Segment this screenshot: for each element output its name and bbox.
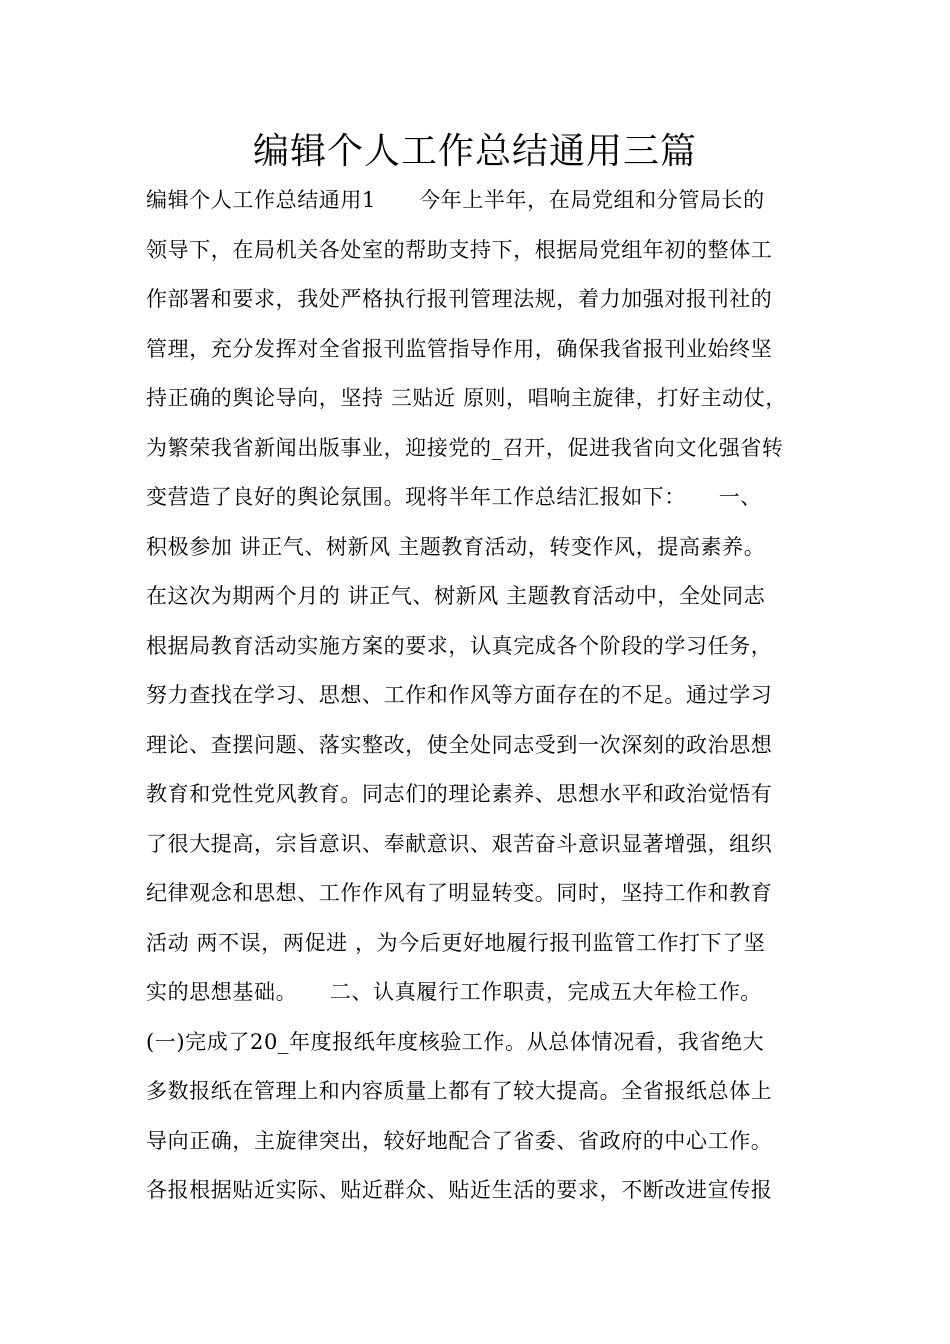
body-line: 积极参加 讲正气、树新风 主题教育活动，转变作风，提高素养。 <box>146 534 766 559</box>
body-line: 在这次为期两个月的 讲正气、树新风 主题教育活动中，全处同志 <box>146 584 766 608</box>
body-line: 变营造了良好的舆论氛围。现将半年工作总结汇报如下： 一、 <box>146 485 762 509</box>
body-line: 为繁荣我省新闻出版事业，迎接党的_召开，促进我省向文化强省转 <box>146 435 784 460</box>
body-line: 实的思想基础。 二、认真履行工作职责，完成五大年检工作。 <box>146 980 762 1004</box>
body-line: 编辑个人工作总结通用1 今年上半年，在局党组和分管局长的 <box>146 188 765 212</box>
body-line: 活动 两不误，两促进 ，为今后更好地履行报刊监管工作打下了坚 <box>146 930 766 955</box>
body-line: 纪律观念和思想、工作作风有了明显转变。同时，坚持工作和教育 <box>146 881 773 905</box>
body-line: 作部署和要求，我处严格执行报刊管理法规，着力加强对报刊社的 <box>146 287 773 311</box>
body-line: 导向正确，主旋律突出，较好地配合了省委、省政府的中心工作。 <box>146 1128 773 1153</box>
body-line: 根据局教育活动实施方案的要求，认真完成各个阶段的学习任务， <box>146 633 773 658</box>
body-line: 各报根据贴近实际、贴近群众、贴近生活的要求，不断改进宣传报 <box>146 1178 773 1202</box>
body-line: 领导下，在局机关各处室的帮助支持下，根据局党组年初的整体工 <box>146 237 773 262</box>
body-line: 教育和党性党风教育。同志们的理论素养、思想水平和政治觉悟有 <box>146 782 773 806</box>
document-title: 编辑个人工作总结通用三篇 <box>252 131 697 172</box>
body-line: 持正确的舆论导向，坚持 三贴近 原则，唱响主旋律，打好主动仗， <box>146 386 787 410</box>
body-line: 多数报纸在管理上和内容质量上都有了较大提高。全省报纸总体上 <box>146 1079 773 1103</box>
body-line: 了很大提高，宗旨意识、奉献意识、艰苦奋斗意识显著增强，组织 <box>146 831 773 856</box>
document-body <box>146 180 816 1220</box>
body-line: 管理，充分发挥对全省报刊监管指导作用，确保我省报刊业始终坚 <box>146 336 773 361</box>
body-line: 理论、查摆问题、落实整改，使全处同志受到一次深刻的政治思想 <box>146 732 773 757</box>
body-line: 努力查找在学习、思想、工作和作风等方面存在的不足。通过学习 <box>146 683 773 707</box>
body-line: (一)完成了20_年度报纸年度核验工作。从总体情况看，我省绝大 <box>146 1029 765 1054</box>
